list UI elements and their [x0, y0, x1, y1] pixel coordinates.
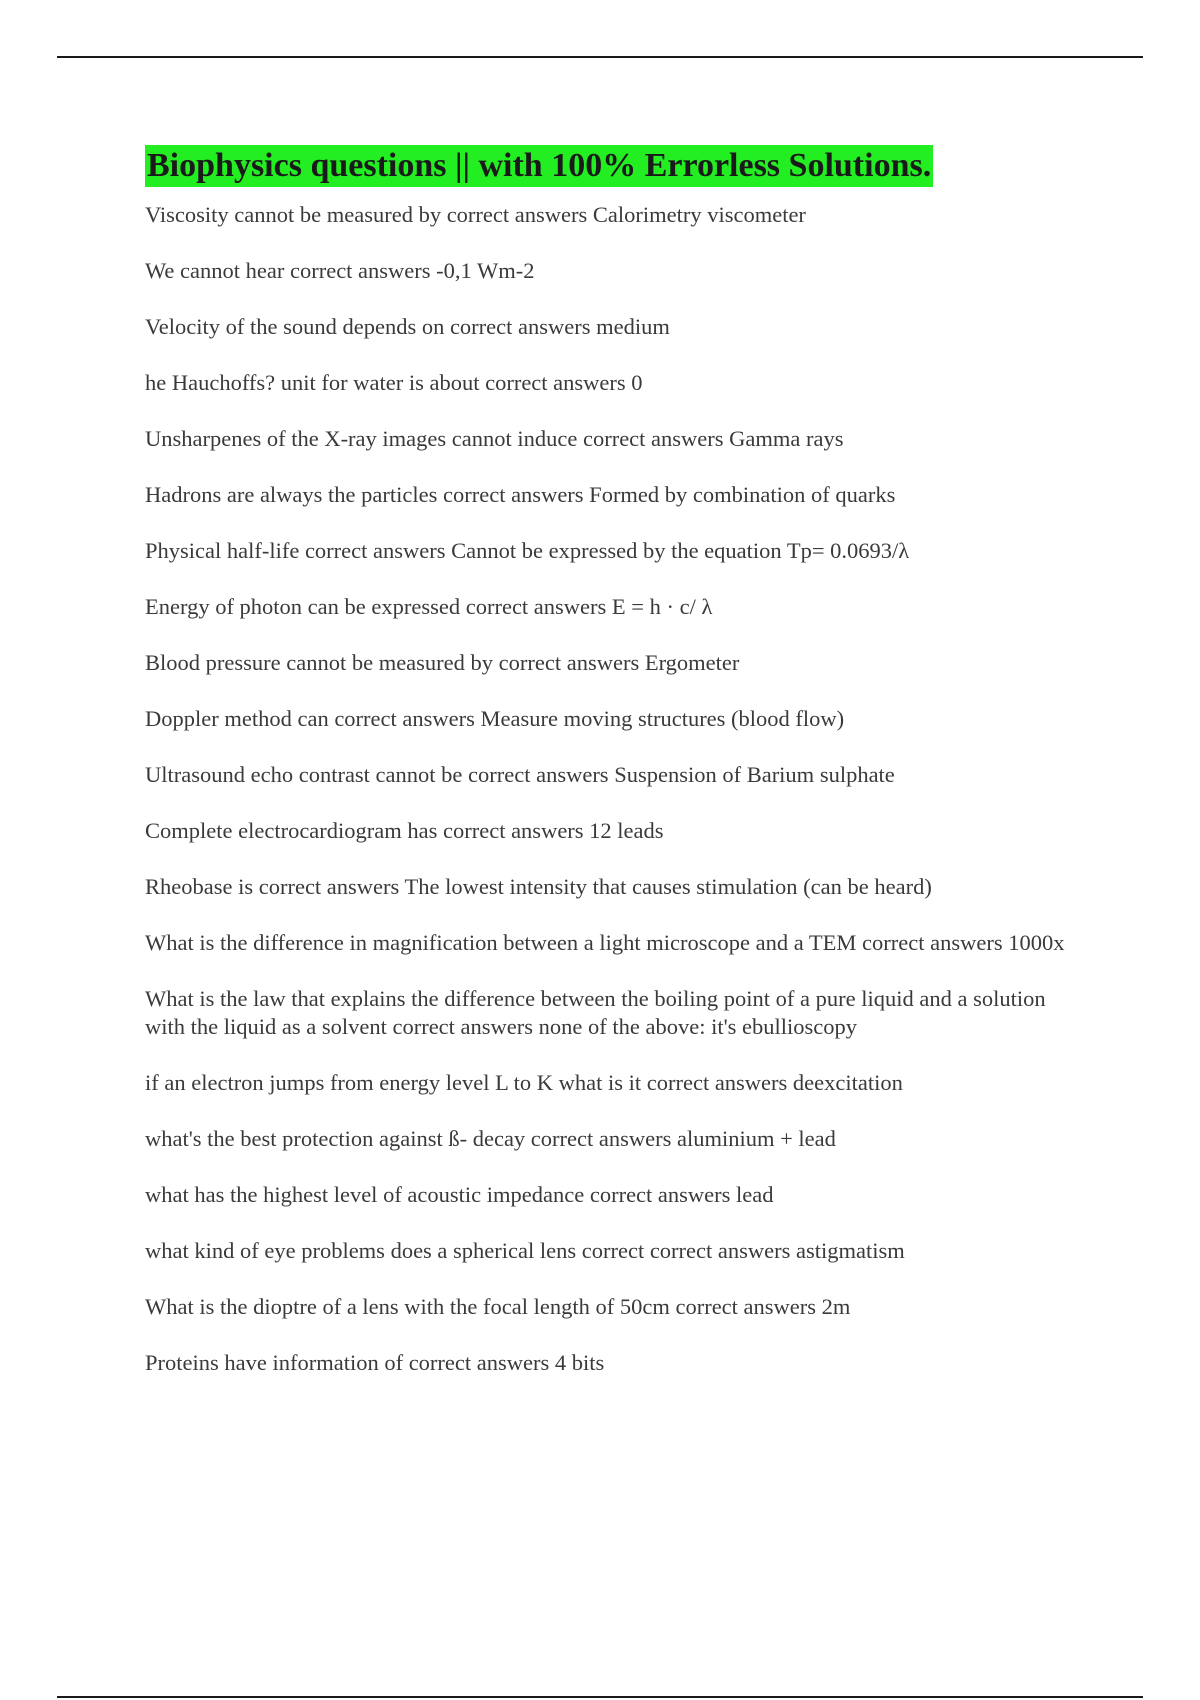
question-item: Viscosity cannot be measured by correct answers Calorimetry viscometer [145, 202, 806, 227]
question-item: what's the best protection against ß- decay correct answers aluminium + lead [145, 1126, 836, 1151]
top-divider [57, 56, 1143, 58]
bottom-divider [57, 1696, 1143, 1698]
question-list [145, 201, 1075, 1377]
question-item: Velocity of the sound depends on correct answers medium [145, 314, 670, 339]
question-item: he Hauchoffs? unit for water is about correct answers 0 [145, 370, 643, 395]
question-item: Blood pressure cannot be measured by correct answers Ergometer [145, 650, 740, 675]
question-item: Unsharpenes of the X-ray images cannot induce correct answers Gamma rays [145, 426, 844, 451]
question-item: Energy of photon can be expressed correct answers E = h · c/ λ [145, 594, 713, 619]
question-item: Rheobase is correct answers The lowest intensity that causes stimulation (can be heard) [145, 874, 932, 899]
document-title: Biophysics questions || with 100% Errorless Solutions. [145, 145, 933, 187]
question-item: what has the highest level of acoustic impedance correct answers lead [145, 1182, 774, 1207]
document-body [145, 145, 1075, 1405]
question-item: Complete electrocardiogram has correct answers 12 leads [145, 818, 664, 843]
question-item: if an electron jumps from energy level L to K what is it correct answers deexcitation [145, 1070, 903, 1095]
question-item: What is the law that explains the difference between the boiling point of a pure liquid and a solution with the liquid as a solvent correct answers none of the above: it's ebullioscopy [145, 986, 1046, 1039]
question-item: What is the difference in magnification between a light microscope and a TEM correct answers 1000x [145, 930, 1065, 955]
question-item: what kind of eye problems does a spherical lens correct correct answers astigmatism [145, 1238, 905, 1263]
question-item: Proteins have information of correct answers 4 bits [145, 1350, 605, 1375]
question-item: Doppler method can correct answers Measure moving structures (blood flow) [145, 706, 845, 731]
question-item: Ultrasound echo contrast cannot be correct answers Suspension of Barium sulphate [145, 762, 895, 787]
question-item: What is the dioptre of a lens with the focal length of 50cm correct answers 2m [145, 1294, 851, 1319]
question-item: Hadrons are always the particles correct answers Formed by combination of quarks [145, 482, 896, 507]
question-item: We cannot hear correct answers -0,1 Wm-2 [145, 258, 535, 283]
question-item: Physical half-life correct answers Cannot be expressed by the equation Tp= 0.0693/λ [145, 538, 910, 563]
